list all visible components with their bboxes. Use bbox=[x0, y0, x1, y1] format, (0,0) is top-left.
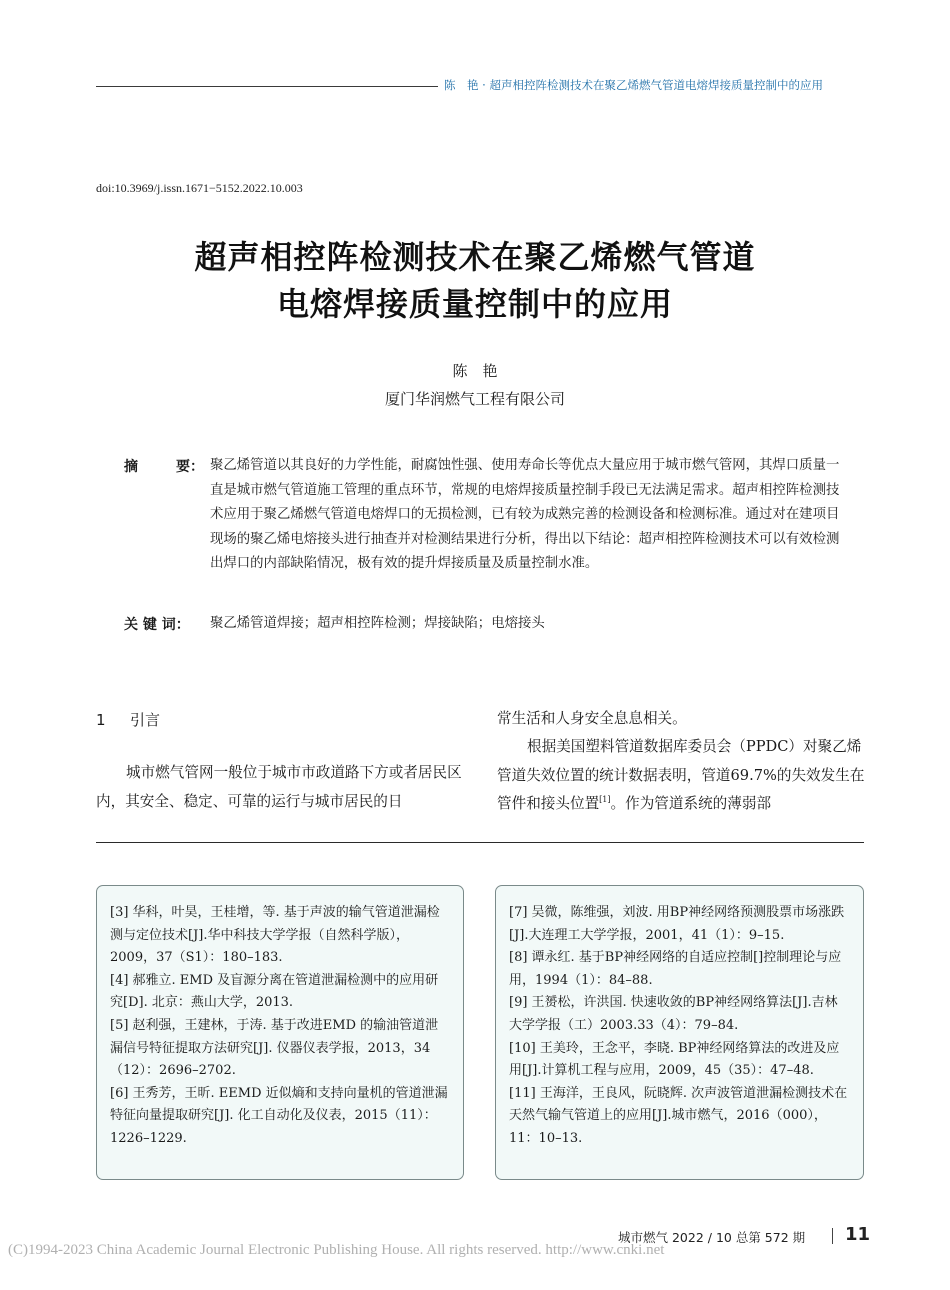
references-box-right bbox=[495, 885, 864, 1180]
reference-item: [4] 郝雅立. EMD 及盲源分离在管道泄漏检测中的应用研究[D]. 北京：燕山大学，2013. bbox=[110, 972, 439, 1011]
title-line-2: 电熔焊接质量控制中的应用 bbox=[276, 285, 673, 323]
references-box-left bbox=[96, 885, 464, 1180]
author: 陈 艳 bbox=[452, 362, 498, 380]
footer-separator bbox=[832, 1228, 833, 1244]
header-rule bbox=[96, 86, 438, 87]
citation-1[interactable]: [1] bbox=[599, 795, 611, 805]
page-number: 11 bbox=[845, 1224, 871, 1245]
affiliation: 厦门华润燃气工程有限公司 bbox=[384, 390, 565, 408]
abstract-label-b: 要： bbox=[176, 459, 204, 475]
intro-continuation: 常生活和人身安全息息相关。 bbox=[497, 710, 687, 727]
reference-item: [8] 谭永红. 基于BP神经网络的自适应控制[]控制理论与应用，1994（1）：84–88. bbox=[509, 950, 842, 988]
keywords-label: 关 键 词： bbox=[124, 617, 190, 633]
intro-paragraph-left: 城市燃气管网一般位于城市市政道路下方或者居民区内，其安全、稳定、可靠的运行与城市居民的日 bbox=[96, 764, 462, 810]
reference-item: [7] 吴微，陈维强，刘波. 用BP神经网络预测股票市场涨跌[J].大连理工大学学报，2001，41（1）：9–15. bbox=[509, 905, 845, 943]
reference-item: [9] 王赟松，许洪国. 快速收敛的BP神经网络算法[J].吉林大学学报（工）2003.33（4）：79–84. bbox=[509, 995, 838, 1033]
section-title: 引言 bbox=[130, 711, 161, 729]
copyright-watermark: (C)1994-2023 China Academic Journal Electronic Publishing House. All rights reserved. http://www.cnki.net bbox=[8, 1242, 665, 1258]
reference-item: [11] 王海洋，王良风，阮晓辉. 次声波管道泄漏检测技术在天然气输气管道上的应用[J].城市燃气，2016（000），11：10–13. bbox=[509, 1085, 848, 1146]
intro-paragraph-right bbox=[497, 733, 865, 819]
reference-item: [3] 华科，叶昊，王桂增，等. 基于声波的输气管道泄漏检测与定位技术[J].华中科技大学学报（自然科学版），2009，37（S1）：180–183. bbox=[110, 905, 440, 966]
reference-item: [5] 赵利强，王建林，于涛. 基于改进EMD 的输油管道泄漏信号特征提取方法研究[J]. 仪器仪表学报，2013，34（12）：2696–2702. bbox=[110, 1017, 439, 1079]
reference-item: [10] 王美玲，王念平，李晓. BP神经网络算法的改进及应用[J].计算机工程与应用，2009，45（35）：47–48. bbox=[509, 1040, 840, 1079]
intro-right-text-end: 。作为管道系统的薄弱部 bbox=[610, 795, 772, 812]
reference-item: [6] 王秀芳，王昕. EEMD 近似熵和支持向量机的管道泄漏特征向量提取研究[J]. 化工自动化及仪表，2015（11）：1226–1229. bbox=[110, 1085, 448, 1146]
abstract-text: 聚乙烯管道以其良好的力学性能，耐腐蚀性强、使用寿命长等优点大量应用于城市燃气管网，其焊口质量一直是城市燃气管道施工管理的重点环节，常规的电熔焊接质量控制手段已无法满足需求。超声相控阵检测技术应用于聚乙烯燃气管道电熔焊口的无损检测，已有较为成熟完善的检测设备和检测标准。通过对在建项目现场的聚乙烯电熔接头进行抽查并对检测结果进行分析，得出以下结论：超声相控阵检测技术可以有效检测出焊口的内部缺陷情况，极有效的提升焊接质量及质量控制水准。 bbox=[210, 458, 840, 571]
section-divider bbox=[96, 842, 864, 843]
keywords-text: 聚乙烯管道焊接；超声相控阵检测；焊接缺陷；电熔接头 bbox=[210, 616, 545, 631]
running-header: 陈 艳 · 超声相控阵检测技术在聚乙烯燃气管道电熔焊接质量控制中的应用 bbox=[444, 78, 823, 92]
section-number: 1 bbox=[96, 711, 106, 729]
intro-right-text: 根据美国塑料管道数据库委员会（PPDC）对聚乙烯管道失效位置的统计数据表明，管道69.7%的失效发生在管件和接头位置 bbox=[497, 738, 865, 812]
abstract-label bbox=[124, 456, 204, 476]
footer-journal: 城市燃气 2022 / 10 总第 572 期 bbox=[618, 1230, 806, 1245]
abstract-label-a: 摘 bbox=[124, 459, 138, 475]
title-line-1: 超声相控阵检测技术在聚乙烯燃气管道 bbox=[194, 238, 756, 276]
doi[interactable]: doi:10.3969/j.issn.1671−5152.2022.10.003 bbox=[96, 181, 303, 195]
section-heading bbox=[96, 709, 160, 730]
